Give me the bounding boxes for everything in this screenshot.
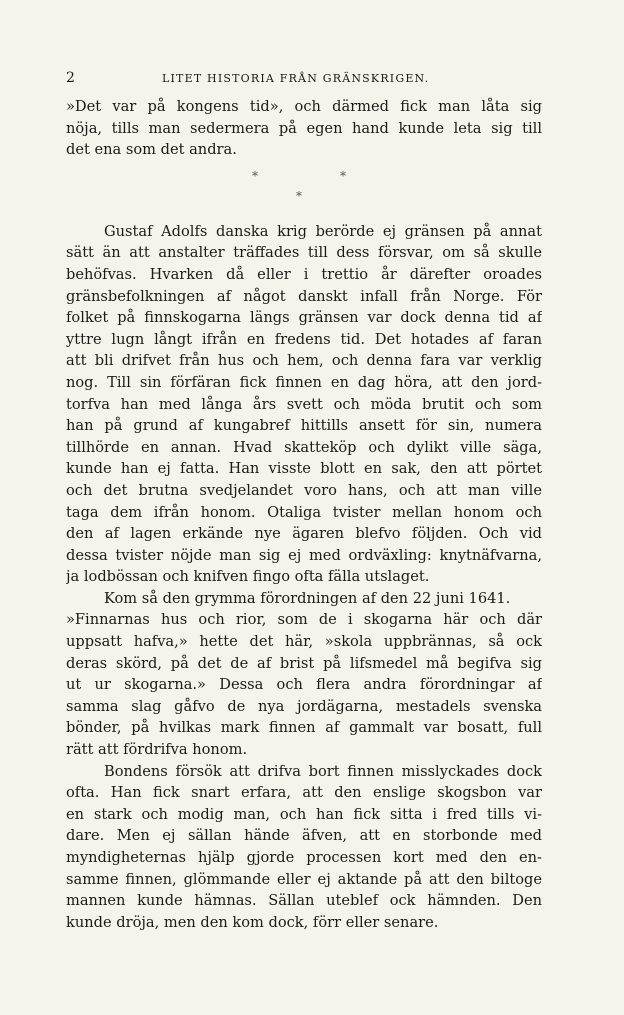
- text-line: och det brutna svedjelandet voro hans, och att man ville: [66, 481, 542, 499]
- text-line: »Finnarnas hus och rior, som de i skogarna här och där: [66, 611, 542, 629]
- text-line: ut ur skogarna.» Dessa och flera andra förordningar af: [66, 676, 542, 694]
- text-line: den af lagen erkände nye ägaren blefvo följden. Och vid: [66, 525, 542, 543]
- text-line: ofta. Han fick snart erfara, att den enslige skogsbon var: [66, 784, 542, 802]
- text-line: samma slag gåfvo de nya jordägarna, mestadels svenska: [66, 697, 542, 715]
- paragraph: [66, 588, 542, 761]
- text-line: sätt än att anstalter träffades till dess försvar, om så skulle: [66, 244, 542, 262]
- text-line: mannen kunde hämnas. Sällan uteblef ock hämnden. Den: [66, 892, 542, 910]
- text-line: myndigheternas hjälp gjorde processen kort med den en-: [66, 849, 542, 866]
- page-header: [66, 70, 544, 90]
- text-line: samme finnen, glömmande eller ej aktande på att den biltoge: [66, 870, 542, 888]
- text-line: dare. Men ej sällan hände äfven, att en storbonde med: [66, 827, 542, 845]
- text-line: nog. Till sin förfäran fick finnen en dag höra, att den jord-: [66, 373, 542, 391]
- text-line: rätt att fördrifva honom.: [66, 741, 248, 759]
- text-line: Kom så den grymma förordningen af den 22 juni 1641.: [104, 589, 511, 607]
- text-line: ja lodbössan och knifven fingo ofta fälla utslaget.: [66, 568, 430, 586]
- text-line: dessa tvister nöjde man sig ej med ordväxling: knytnäfvarna,: [66, 546, 542, 564]
- separator-star: *: [252, 168, 258, 183]
- text-line: torfva han med långa års svett och möda brutit och som: [66, 395, 542, 413]
- text-line: »Det var på kongens tid», och därmed fick man låta sig: [66, 98, 542, 115]
- paragraph: [66, 761, 542, 934]
- text-line: han på grund af kungabref hittills ansett för sin, numera: [66, 417, 542, 435]
- text-line: att bli drifvet från hus och hem, och denna fara var verklig: [66, 352, 542, 370]
- section-separator: [66, 161, 542, 221]
- text-line: Gustaf Adolfs danska krig berörde ej gränsen på annat: [104, 222, 542, 240]
- paragraph: [66, 96, 542, 161]
- text-line: en stark och modig man, och han fick sitta i fred tills vi-: [66, 805, 542, 823]
- text-line: uppsatt hafva,» hette det här, »skola uppbrännas, så ock: [66, 633, 542, 651]
- body-text: [66, 96, 542, 933]
- text-line: folket på finnskogarna längs gränsen var dock denna tid af: [66, 309, 542, 327]
- text-line: det ena som det andra.: [66, 141, 237, 159]
- text-line: behöfvas. Hvarken då eller i trettio år därefter oroades: [66, 265, 542, 283]
- separator-star: *: [340, 168, 346, 183]
- paragraph: [66, 221, 542, 588]
- page-number: 2: [66, 70, 76, 86]
- separator-star: *: [296, 188, 302, 203]
- text-line: bönder, på hvilkas mark finnen af gammalt var bosatt, full: [66, 719, 542, 737]
- text-line: deras skörd, på det de af brist på lifsmedel må begifva sig: [66, 654, 542, 672]
- text-line: Bondens försök att drifva bort finnen misslyckades dock: [104, 762, 542, 780]
- text-line: tillhörde en annan. Hvad skatteköp och dylikt ville säga,: [66, 438, 542, 456]
- text-line: kunde dröja, men den kom dock, förr eller senare.: [66, 913, 439, 931]
- text-line: taga dem ifrån honom. Otaliga tvister mellan honom och: [66, 503, 542, 521]
- text-line: yttre lugn långt ifrån en fredens tid. Det hotades af faran: [66, 330, 542, 348]
- text-line: gränsbefolkningen af något danskt infall från Norge. För: [66, 287, 542, 305]
- running-title: LITET HISTORIA FRÅN GRÄNSKRIGEN.: [162, 72, 430, 85]
- text-line: nöja, tills man sedermera på egen hand kunde leta sig till: [66, 119, 542, 137]
- text-line: kunde han ej fatta. Han visste blott en sak, den att pörtet: [66, 460, 542, 478]
